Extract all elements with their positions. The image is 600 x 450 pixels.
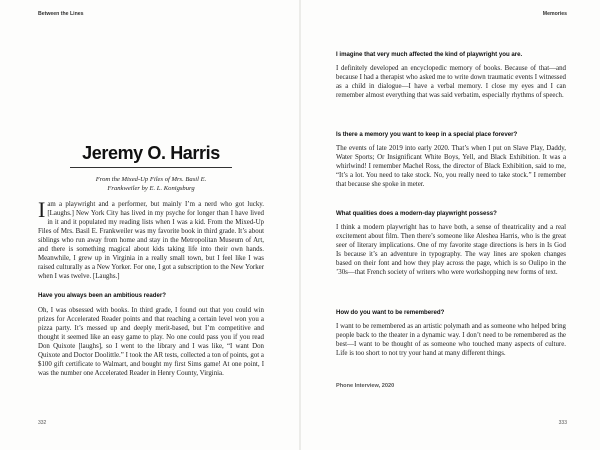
epigraph-line-1: From the Mixed-Up Files of Mrs. Basil E. [95, 176, 207, 183]
question-heading: What qualities does a modern-day playwright possess? [336, 210, 497, 217]
answer-paragraph: Oh, I was obsessed with books. In third grade, I found out that you could win prizes for Accelerated Reader points and that reaching a certain level won you a pizza party. It’s messed up and deeply merit-based, but I’m competitive and thought it seemed like an easy game to play. No one could pass you if you read Don Quixote [laughs], so I went to the library and I was like, “I want Don Quixote and Doctor Doolittle.” I took the AR tests, collected a ton of points, got a $100 gift certificate to Walmart, and bought my first Sims game! At one point, I was the number one Accelerated Reader in Henry County, Virginia. [38, 307, 264, 378]
running-head-left: Between the Lines [38, 11, 84, 17]
page-title: Jeremy O. Harris [82, 143, 220, 163]
page-number-left: 332 [38, 420, 47, 426]
question-heading: Have you always been an ambitious reader? [38, 292, 167, 299]
answer-paragraph: I want to be remembered as an artistic polymath and as someone who helped bring people back to the theater in a dynamic way. I don’t need to be remembered as the best—I want to be thought of as someone who touched many aspects of culture. Life is too short to not try your hand at many different things. [336, 323, 566, 358]
title-divider [70, 167, 232, 168]
running-head-right: Memories [542, 11, 567, 17]
intro-paragraph [38, 197, 264, 281]
epigraph [60, 175, 242, 194]
answer-paragraph: The events of late 2019 into early 2020. That’s when I put on Slave Play, Daddy, Water Sports; Or Insignificant White Boys, Yell, and Black Exhibition. It was a whirlwind! I remember Machel Ross, the director of Black Exhibition, said to me, “It’s a lot. You need to take stock. No, you really need to take stock.” I remember that because she spoke in meter. [336, 145, 566, 189]
epigraph-line-2: Frankweiler by E. L. Konigsburg [107, 185, 195, 193]
interview-source-label: Phone Interview, 2020 [336, 383, 395, 389]
page-number-right: 333 [558, 420, 567, 426]
drop-cap: I [38, 197, 46, 222]
answer-paragraph: I think a modern playwright has to have both, a sense of theatricality and a real excitement about film. Then there’s someone like Aleshea Harris, who is the great seer of literary implications. One of my favorite stage directions is hers in Is God Is because it’s an adventure in typography. The way lines are spoken changes based on their font and how they play across the page, which is so Oulipo in the ’30s—that French society of writers who were workshopping new forms of text. [336, 224, 566, 277]
question-heading: I imagine that very much affected the kind of playwright you are. [336, 51, 523, 58]
question-heading: Is there a memory you want to keep in a special place forever? [336, 131, 518, 138]
question-heading: How do you want to be remembered? [336, 309, 445, 316]
answer-paragraph: I definitely developed an encyclopedic memory of books. Because of that—and because I had a therapist who asked me to write down traumatic events I witnessed as a child in dialogue—I have a verbal memory. I close my eyes and I can remember almost everything that was said verbatim, especially rhythms of speech. [336, 65, 566, 100]
intro-text: am a playwright and a performer, but mainly I’m a nerd who got lucky. [Laughs.] New York City has lived in my psyche for longer than I have lived in it and it populated my reading lists when I was a kid. From the Mixed-Up Files of Mrs. Basil E. Frankweiler was my favorite book in third grade. It’s about siblings who run away from home and stay in the Metropolitan Museum of Art, and there is something magical about kids taking life into their own hands. Meanwhile, I grew up in Virginia in a really small town, but I feel like I was raised culturally as a New Yorker. For one, I got a subscription to the New Yorker when I was twelve. [Laughs.] [38, 201, 264, 281]
